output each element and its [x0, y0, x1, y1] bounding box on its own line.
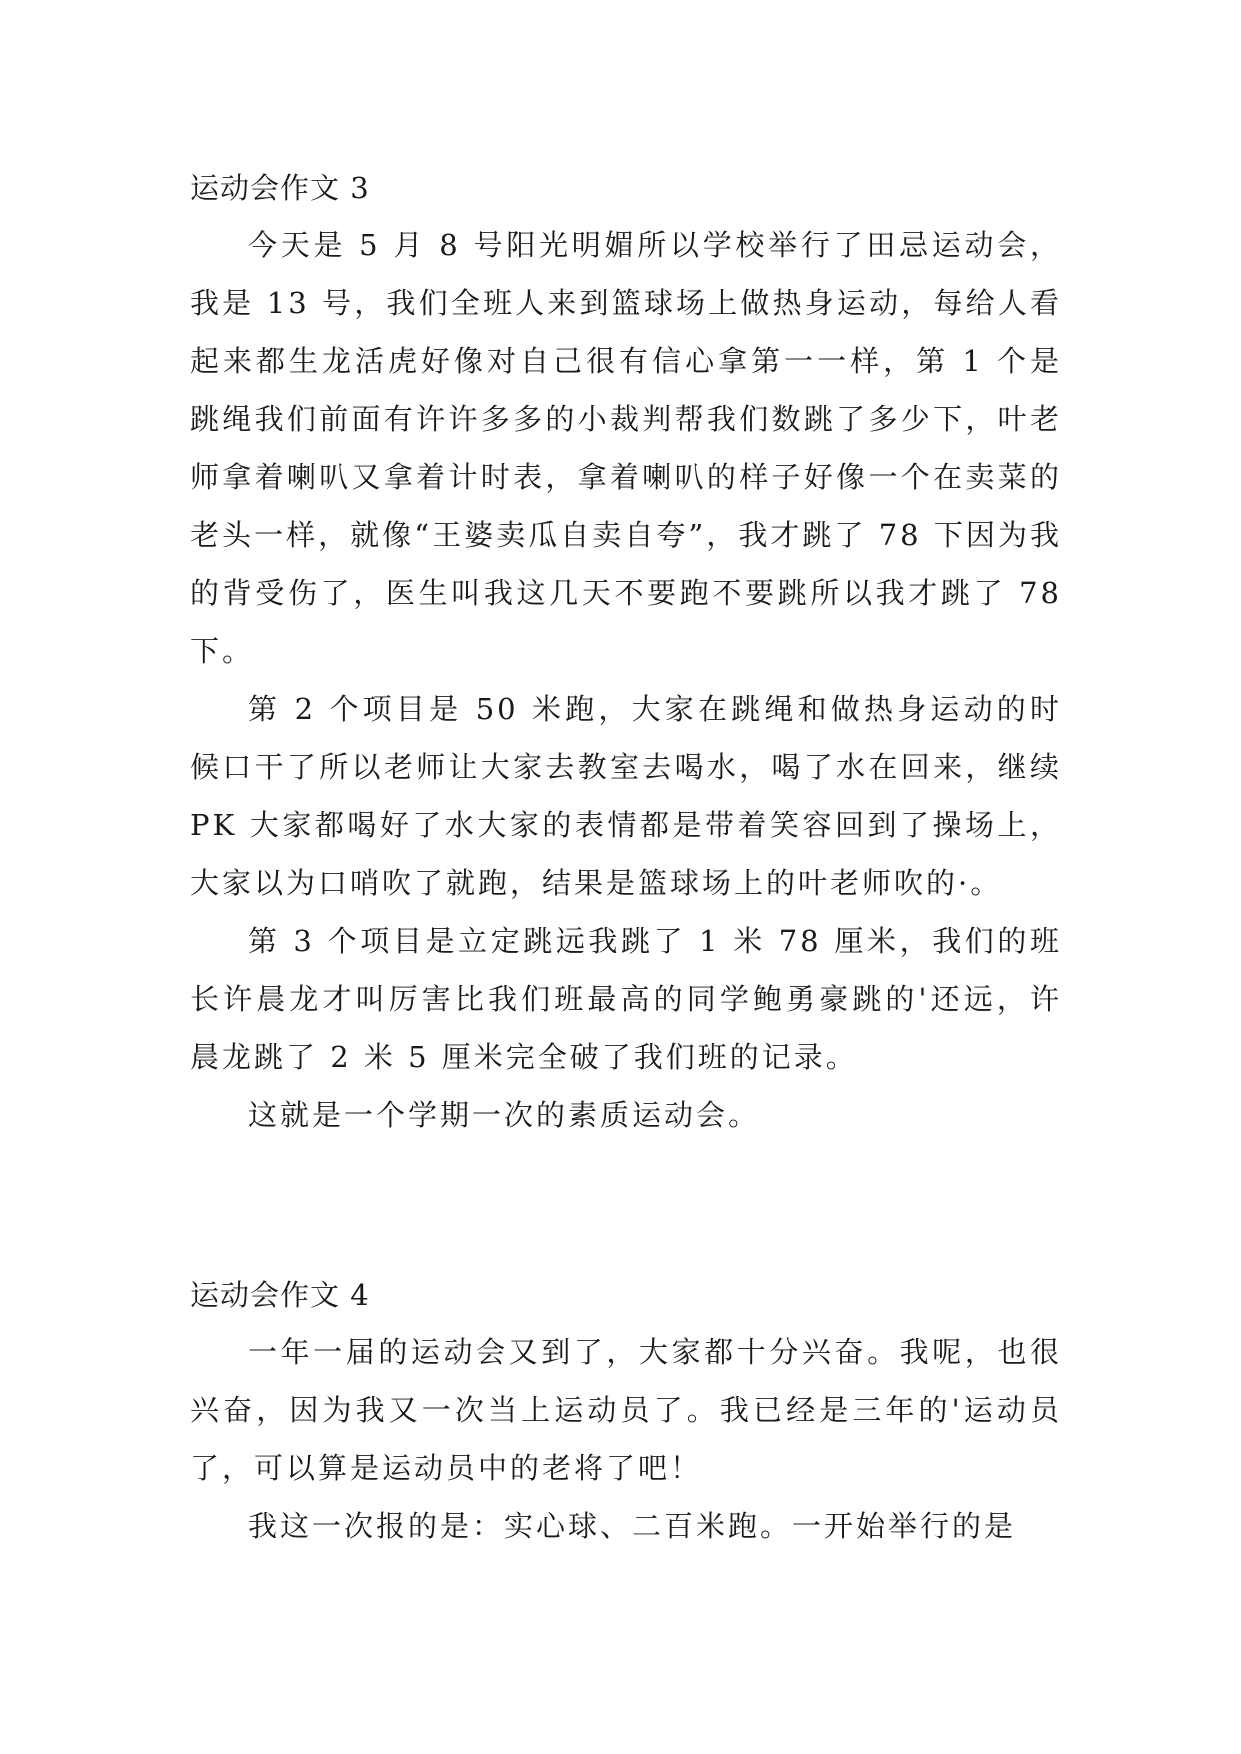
paragraph: 我这一次报的是：实心球、二百米跑。一开始举行的是 [248, 1509, 1017, 1543]
paragraph: 一年一届的运动会又到了，大家都十分兴奋。我呢，也很兴奋，因为我又一次当上运动员了。我已经是三年的'运动员了，可以算是运动员中的老将了吧！ [190, 1335, 1062, 1485]
paragraph: 这就是一个学期一次的素质运动会。 [248, 1098, 761, 1132]
essay-title: 运动会作文 3 [190, 171, 370, 205]
paragraph: 今天是 5 月 8 号阳光明媚所以学校举行了田忌运动会，我是 13 号，我们全班人来到篮球场上做热身运动，每给人看起来都生龙活虎好像对自己很有信心拿第一一样，第 1 个是跳绳我们前面有许许多多的小裁判帮我们数跳了多少下，叶老师拿着喇叭又拿着计时表，拿着喇叭的样子好像一个在卖菜的老头一样，就像“王婆卖瓜自卖自夸”，我才跳了 78 下因为我的背受伤了，医生叫我这几天不要跑不要跳所以我才跳了 78 下。 [190, 228, 1062, 668]
essay-section [190, 160, 1062, 1144]
paragraph: 第 2 个项目是 50 米跑，大家在跳绳和做热身运动的时候口干了所以老师让大家去教室去喝水，喝了水在回来，继续 PK 大家都喝好了水大家的表情都是带着笑容回到了操场上，大家以为口哨吹了就跑，结果是篮球场上的叶老师吹的·。 [190, 692, 1062, 900]
essay-section [190, 1267, 1062, 1555]
paragraph: 第 3 个项目是立定跳远我跳了 1 米 78 厘米，我们的班长许晨龙才叫厉害比我们班最高的同学鲍勇豪跳的'还远，许晨龙跳了 2 米 5 厘米完全破了我们班的记录。 [190, 924, 1062, 1074]
essay-title: 运动会作文 4 [190, 1278, 370, 1312]
